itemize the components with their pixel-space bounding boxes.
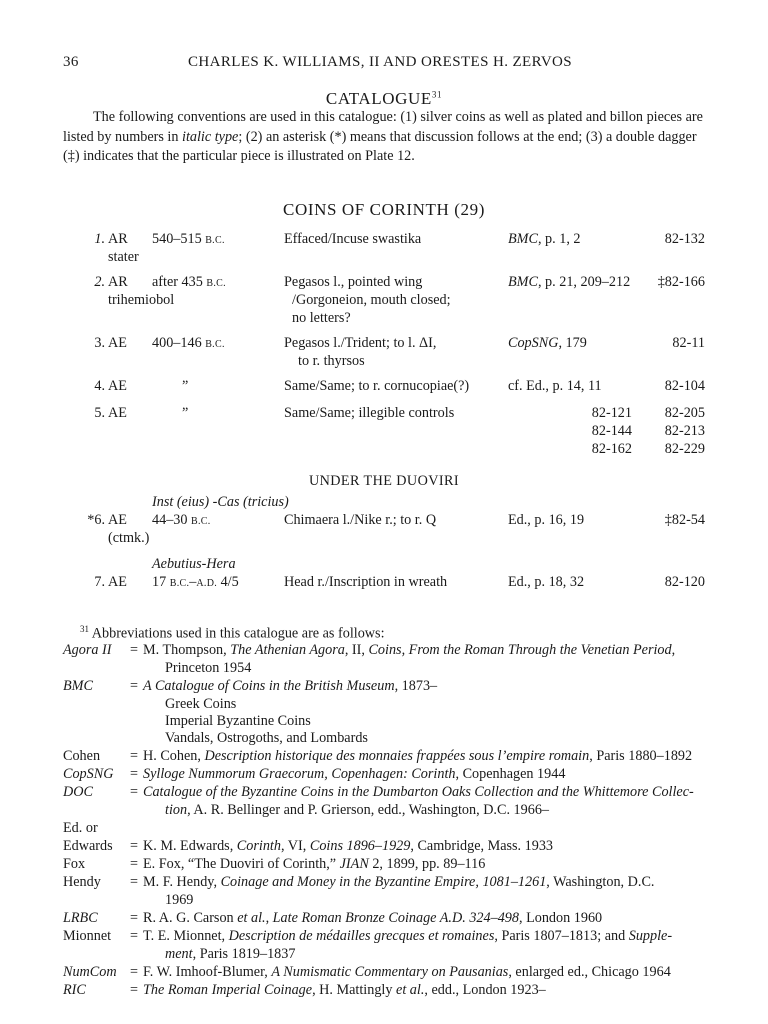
text-duoviri-e6-era: B.C. (191, 516, 211, 527)
text-catalogue-intro-italic: italic type (182, 128, 239, 145)
text-footnote-agora-it2: Coins, From the Roman Through the Venetian Period (368, 642, 672, 658)
text-duoviri-e7-era2: A.D. (196, 578, 218, 589)
text-footnote-eq: = (130, 874, 139, 890)
text-footnote-copsng-1: , Copenhagen 1944 (455, 766, 566, 782)
text-duoviri-e6-inv: ‡82-54 (664, 512, 705, 528)
text-entries-1-type-3: no letters? (292, 310, 351, 326)
text-entries-4-inv-b-1: 82-213 (664, 423, 705, 439)
text-footnote-lrbc-it1: et al. (237, 910, 266, 926)
text-duoviri-e7-ref: Ed., p. 18, 32 (508, 574, 585, 590)
text-footnote-ed-2: , VI, (280, 838, 310, 854)
text-entries-1-ref: , p. 21, 209–212 (537, 274, 631, 290)
text-footnote-eq: = (130, 784, 139, 800)
page-number: 36 (63, 54, 79, 70)
text-entries-1-date: after 435 (152, 274, 203, 290)
text-entries-0-ref-it: BMC (508, 231, 538, 247)
text-footnote-ed-3: , Cambridge, Mass. 1933 (410, 838, 554, 854)
text-entries-0-metal: AR (108, 231, 128, 247)
text-footnote-copsng-abbr: CopSNG (63, 766, 114, 782)
text-footnote-mionnet-1: T. E. Mionnet, (143, 928, 229, 944)
text-duoviri-e7-era1: B.C. (169, 578, 190, 589)
text-footnote-doc-2: , A. R. Bellinger and P. Grierson, edd., Washington, D.C. 1966– (187, 802, 550, 818)
text-duoviri-e7-names: Aebutius-Hera (152, 556, 236, 572)
text-footnote-eq: = (130, 678, 139, 694)
text-footnote-ric-abbr: RIC (63, 982, 86, 998)
text-entries-4-metal: AE (108, 405, 127, 421)
text-duoviri-e7-no: 7. (94, 574, 105, 590)
text-footnote-fox-1: E. Fox, “The Duoviri of Corinth,” (143, 856, 340, 872)
text-entries-0-date: 540–515 (152, 231, 202, 247)
duoviri-title: UNDER THE DUOVIRI (309, 473, 459, 489)
text-footnote-agora-abbr: Agora II (63, 642, 112, 658)
text-entries-4-type: Same/Same; illegible controls (284, 405, 455, 421)
text-footnote-cohen-abbr: Cohen (63, 748, 101, 764)
text-entries-0-no: 1. (94, 231, 105, 247)
text-entries-4-inv-a-0: 82-121 (591, 405, 632, 421)
text-entries-2-metal: AE (108, 335, 127, 351)
text-footnote-ric-1: , H. Mattingly (312, 982, 397, 998)
text-footnote-num: 31 (80, 624, 89, 634)
text-footnote-ric-2: , edd., London 1923– (424, 982, 546, 998)
text-footnote-fox-abbr: Fox (63, 856, 86, 872)
text-duoviri-e7-inv: 82-120 (664, 574, 705, 590)
text-entries-4-inv-a-2: 82-162 (591, 441, 632, 457)
text-footnote-agora-3: , (671, 642, 676, 658)
text-entries-1-denom: trihemiobol (108, 292, 175, 308)
text-footnote-agora-2: , II, (344, 642, 369, 658)
text-footnote-ric-it2: et al. (396, 982, 425, 998)
text-footnote-doc-it2: tion (165, 802, 188, 818)
text-duoviri-e6-note: (ctmk.) (108, 530, 150, 546)
text-entries-1-no: 2. (94, 274, 105, 290)
text-entries-1-metal: AR (108, 274, 128, 290)
text-entries-0-type: Effaced/Incuse swastika (284, 231, 422, 247)
text-footnote-eq: = (130, 642, 139, 658)
text-footnote-fox-it: JIAN (339, 856, 369, 872)
text-footnote-agora-4: Princeton 1954 (165, 660, 252, 676)
text-entries-3-ref: cf. Ed., p. 14, 11 (508, 378, 602, 394)
text-entries-3-date: ” (182, 378, 189, 394)
text-entries-2-no: 3. (94, 335, 105, 351)
text-footnote-hendy-2: , Washington, D.C. (546, 874, 655, 890)
text-footnote-bmc-l3: Vandals, Ostrogoths, and Lombards (165, 730, 368, 746)
text-entries-3-metal: AE (108, 378, 127, 394)
text-duoviri-e7-dash: – (189, 574, 197, 590)
text-entries-1-inv: ‡82-166 (657, 274, 705, 290)
text-footnote-bmc-1: , 1873– (394, 678, 438, 694)
text-footnote-bmc-abbr: BMC (63, 678, 93, 694)
text-footnote-cohen-1: H. Cohen, (143, 748, 205, 764)
text-footnote-doc-abbr: DOC (63, 784, 93, 800)
text-entries-0-ref: , p. 1, 2 (537, 231, 581, 247)
text-footnote-doc-it1: Catalogue of the Byzantine Coins in the Dumbarton Oaks Collection and the Whittemore Collec- (143, 784, 694, 800)
text-entries-1-type-1: Pegasos l., pointed wing (284, 274, 423, 290)
text-footnote-lrbc-2: , (265, 910, 273, 926)
text-duoviri-e6-metal: AE (108, 512, 127, 528)
text-footnote-numcom-2: , enlarged ed., Chicago 1964 (508, 964, 671, 980)
text-footnote-lrbc-abbr: LRBC (63, 910, 98, 926)
text-footnote-bmc-it: A Catalogue of Coins in the British Museum (143, 678, 395, 694)
text-footnote-ed-abbr2: Edwards (63, 838, 113, 854)
text-footnote-eq: = (130, 838, 139, 854)
text-entries-4-inv-b-2: 82-229 (664, 441, 705, 457)
text-footnote-numcom-it: A Numismatic Commentary on Pausanias (271, 964, 509, 980)
text-catalogue-intro-1: The following conventions are used in this catalogue: (1) silver coins as well as plated and billon pieces are listed by numbers in (63, 109, 703, 145)
text-footnote-intro: Abbreviations used in this catalogue are as follows: (91, 625, 385, 642)
footnote-ref: 31 (431, 89, 443, 100)
text-footnote-agora-1: M. Thompson, (143, 642, 231, 658)
text-footnote-eq: = (130, 910, 139, 926)
text-footnote-eq: = (130, 964, 139, 980)
text-footnote-numcom-abbr: NumCom (63, 964, 117, 980)
text-catalogue-intro-2: ; (2) an asterisk (*) means that discussion follows at the end; (3) a double dagger (‡) indicates that the particular piece is illustrated on Plate 12. (63, 128, 697, 164)
text-footnote-hendy-abbr: Hendy (63, 874, 101, 890)
text-footnote-ed-1: K. M. Edwards, (143, 838, 237, 854)
text-entries-1-ref-it: BMC (508, 274, 538, 290)
text-duoviri-e7-type: Head r./Inscription in wreath (284, 574, 448, 590)
coins-of-corinth-title: COINS OF CORINTH (29) (283, 200, 485, 219)
text-entries-2-ref-it: CopSNG (508, 335, 559, 351)
text-footnote-eq: = (130, 928, 139, 944)
text-footnote-hendy-1: M. F. Hendy, (143, 874, 221, 890)
text-footnote-mionnet-it3: ment (165, 946, 193, 962)
text-footnote-mionnet-2: , Paris 1807–1813; and (494, 928, 629, 944)
footnote-intro (80, 624, 385, 643)
text-duoviri-e7-metal: AE (108, 574, 127, 590)
catalogue-intro (63, 108, 705, 167)
text-footnote-ed-it2: Coins 1896–1929 (309, 838, 411, 854)
text-entries-2-type-2: to r. thyrsos (298, 353, 365, 369)
text-footnote-ed-abbr1: Ed. or (63, 820, 98, 836)
text-entries-0-era: B.C. (205, 235, 225, 246)
text-entries-4-inv-a-1: 82-144 (591, 423, 632, 439)
text-entries-0-denom: stater (108, 249, 139, 265)
text-footnote-cohen-it: Description historique des monnaies frappées sous l’empire romain (204, 748, 590, 764)
text-footnote-mionnet-it2: Supple- (628, 928, 673, 944)
text-footnote-fox-2: 2, 1899, pp. 89–116 (368, 856, 486, 872)
text-entries-1-era: B.C. (206, 278, 226, 289)
text-footnote-eq: = (130, 748, 139, 764)
text-entries-4-date: ” (182, 405, 189, 421)
text-duoviri-e6-ref: Ed., p. 16, 19 (508, 512, 585, 528)
text-duoviri-e6-type: Chimaera l./Nike r.; to r. Q (284, 512, 437, 528)
text-entries-2-inv: 82-11 (672, 335, 705, 351)
text-entries-3-type: Same/Same; to r. cornucopiae(?) (284, 378, 470, 394)
text-entries-3-inv: 82-104 (664, 378, 705, 394)
text-footnote-lrbc-3: , London 1960 (518, 910, 603, 926)
text-entries-4-no: 5. (94, 405, 105, 421)
text-entries-2-era: B.C. (205, 339, 225, 350)
text-footnote-ed-it1: Corinth (236, 838, 281, 854)
text-footnote-hendy-3: 1969 (165, 892, 194, 908)
text-footnote-cohen-2: , Paris 1880–1892 (589, 748, 693, 764)
text-footnote-mionnet-abbr: Mionnet (63, 928, 112, 944)
text-entries-2-type-1: Pegasos l./Trident; to l. ΔI, (284, 335, 437, 351)
text-footnote-bmc-l1: Greek Coins (165, 696, 237, 712)
text-footnote-agora-it1: The Athenian Agora (230, 642, 345, 658)
text-duoviri-e7-date: 17 (152, 574, 167, 590)
text-footnote-eq: = (130, 856, 139, 872)
text-footnote-hendy-it: Coinage and Money in the Byzantine Empire, 1081–1261 (220, 874, 547, 890)
text-footnote-lrbc-1: R. A. G. Carson (143, 910, 238, 926)
text-entries-0-inv: 82-132 (664, 231, 705, 247)
text-entries-3-no: 4. (94, 378, 105, 394)
text-footnote-eq: = (130, 982, 139, 998)
text-duoviri-e6-date: 44–30 (152, 512, 188, 528)
text-footnote-eq: = (130, 766, 139, 782)
text-footnote-lrbc-it2: Late Roman Bronze Coinage A.D. 324–498 (272, 910, 519, 926)
text-footnote-mionnet-it1: Description de médailles grecques et romaines (228, 928, 495, 944)
text-duoviri-e6-names: Inst (eius) -Cas (tricius) (152, 494, 289, 510)
text-entries-1-type-2: /Gorgoneion, mouth closed; (292, 292, 451, 308)
text-footnote-bmc-l2: Imperial Byzantine Coins (165, 713, 311, 729)
text-catalogue-title: CATALOGUE (325, 89, 432, 108)
catalogue-title (0, 89, 768, 109)
text-entries-2-date: 400–146 (152, 335, 202, 351)
text-footnote-mionnet-3: , Paris 1819–1837 (192, 946, 296, 962)
text-footnote-copsng-it: Sylloge Nummorum Graecorum, Copenhagen: Corinth (143, 766, 456, 782)
running-header-authors: CHARLES K. WILLIAMS, II AND ORESTES H. ZERVOS (188, 54, 573, 70)
text-footnote-numcom-1: F. W. Imhoof-Blumer, (143, 964, 272, 980)
text-entries-2-ref: , 179 (558, 335, 587, 351)
text-duoviri-e7-date2: 4/5 (220, 574, 239, 590)
text-entries-4-inv-b-0: 82-205 (664, 405, 705, 421)
text-duoviri-e6-no: *6. (87, 512, 105, 528)
text-footnote-ric-it1: The Roman Imperial Coinage (143, 982, 313, 998)
